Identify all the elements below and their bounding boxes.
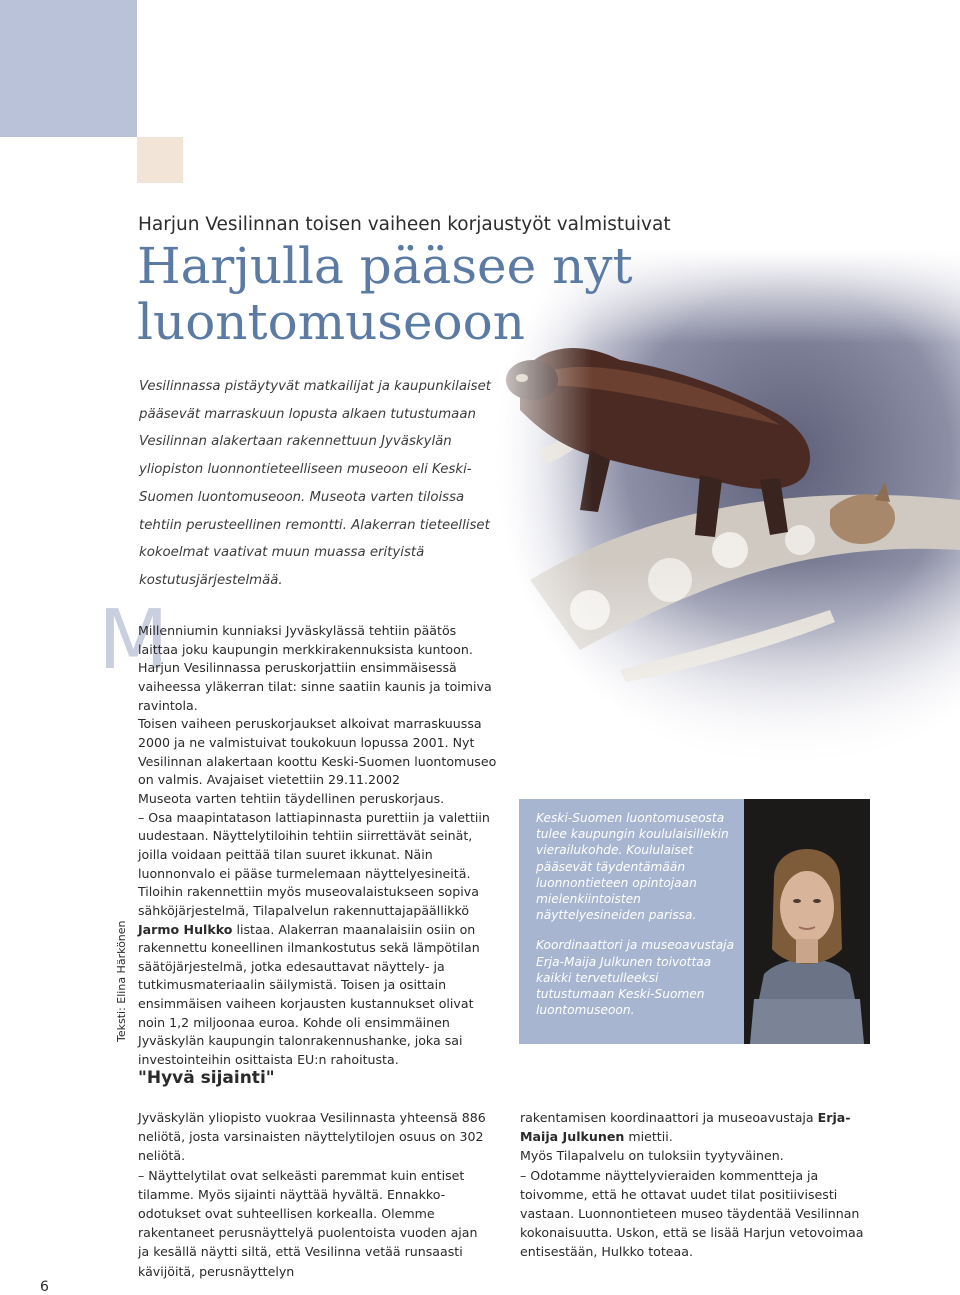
body-paragraph: Toisen vaiheen peruskorjaukset alkoivat marraskuussa 2000 ja ne valmistuivat toukokuun lopussa 2001. Nyt Vesilinnan alakertaan koottu Keski-Suomen luontomuseo on valmis. Avajaiset vietettiin 29.11.2002: [138, 716, 497, 788]
decorative-block-small: [137, 137, 183, 183]
article-lead: Vesilinnassa pistäytyvät matkailijat ja kaupunkilaiset pääsevät marraskuun lopusta alkaen tutustumaan Vesilinnan alakertaan rakennettuun Jyväskylän yliopiston luonnontieteelliseen museoon eli Keski-Suomen luontomuseoon. Museota varten tiloissa tehtiin perusteellinen remontti. Alakerran tieteelliset kokoelmat vaativat muun muassa erityistä kostutusjärjestelmää.: [139, 379, 491, 588]
column-paragraph: Jyväskylän yliopisto vuokraa Vesilinnasta yhteensä 886 neliötä, josta varsinaisten näyttelytilojen osuus on 302 neliötä.: [138, 1110, 486, 1164]
body-paragraph: Millenniumin kunniaksi Jyväskylässä tehtiin päätös laittaa joku kaupungin merkkirakennuksista kuntoon. Harjun Vesilinnassa peruskorjattiin ensimmäisessä vaiheessa yläkerran tilat: sinne saatiin kaunis ja toimiva ravintola.: [138, 623, 492, 713]
body-text: – Osa maapintatason lattiapinnasta purettiin ja valettiin uudestaan. Näyttelytiloihin tehtiin siirrettävät seinät, joilla voidaan peittää tilan suuret ikkunat. Näin luonnonvalo ei pääse turmelemaan näyttelyesineitä. Tiloihin rakennettiin myös museovalaistukseen sopiva sähköjärjestelmä, Tilapalvelun rakennuttajapäällikkö: [138, 809, 490, 918]
caption-paragraph: Koordinaattori ja museoavustaja Erja-Maija Julkunen toivottaa kaikki tervetulleeksi tutustumaan Keski-Suomen luontomuseoon.: [536, 938, 735, 1018]
column-paragraph-with-name: [520, 1108, 870, 1146]
column-paragraph: – Odotamme näyttelyvieraiden kommentteja ja toivomme, että he ottavat uudet tilat positiivisesti vastaan. Luonnontieteen museo täydentää Vesilinnan kokonaisuutta. Uskon, että se lisää Harjun vetovoimaa entisestään, Hulkko toteaa.: [520, 1167, 864, 1260]
body-paragraph-with-name: [138, 809, 498, 1070]
info-caption: [536, 810, 736, 1032]
body-paragraph: Museota varten tehtiin täydellinen peruskorjaus.: [138, 790, 445, 806]
person-name-bold: Jarmo Hulkko: [138, 921, 233, 937]
section-subhead: "Hyvä sijainti": [138, 1068, 275, 1088]
article-body: [138, 622, 498, 1070]
body-text: listaa. Alakerran maanalaisiin osiin on rakennettu koneellinen ilmankostutus sekä lämpötilan säätöjärjestelmä, jotka edesauttavat näyttely- ja tutkimusmateriaalin säilymistä. Toisen ja osittain ensimmäisen vaiheen korjausten kustannukset olivat noin 1,2 miljoonaa euroa. Kohde oli ensimmäinen Jyväskylän kaupungin talonrakennushanke, joka sai investointeihin osittaista EU:n rahoitusta.: [138, 921, 480, 1068]
column-right: [520, 1108, 870, 1262]
column-left: [138, 1108, 488, 1281]
column-paragraph: Myös Tilapalvelu on tuloksiin tyytyväinen.: [520, 1148, 784, 1164]
column-text: miettii.: [628, 1129, 673, 1145]
column-paragraph: – Näyttelytilat ovat selkeästi paremmat kuin entiset tilamme. Myös sijainti näyttää hyvältä. Ennakko-odotukset ovat suhteellisen korkealla. Olemme rakentaneet perusnäyttelyä puolentoista vuoden ajan ja kesällä näytti siltä, että Vesilinna vetää runsaasti kävijöitä, perusnäyttelyn: [138, 1167, 478, 1279]
author-credit: Teksti: Elina Härkönen: [115, 920, 128, 1042]
article-title: Harjulla pääsee nyt luontomuseoon: [137, 237, 633, 351]
page-number: 6: [40, 1279, 49, 1295]
portrait-photo: [744, 799, 870, 1044]
caption-paragraph: Keski-Suomen luontomuseosta tulee kaupungin koululaisillekin vierailukohde. Koululaiset pääsevät täydentämään luonnontieteen opintojaan mielenkiintoisten näyttelyesineiden parissa.: [536, 811, 729, 923]
drop-cap: M: [98, 593, 169, 688]
person-name-bold: Erja-Maija Julkunen: [520, 1110, 851, 1145]
article-supertitle: Harjun Vesilinnan toisen vaiheen korjaustyöt valmistuivat: [138, 214, 671, 235]
column-text: rakentamisen koordinaattori ja museoavustaja: [520, 1110, 814, 1125]
decorative-block-top: [0, 0, 137, 137]
